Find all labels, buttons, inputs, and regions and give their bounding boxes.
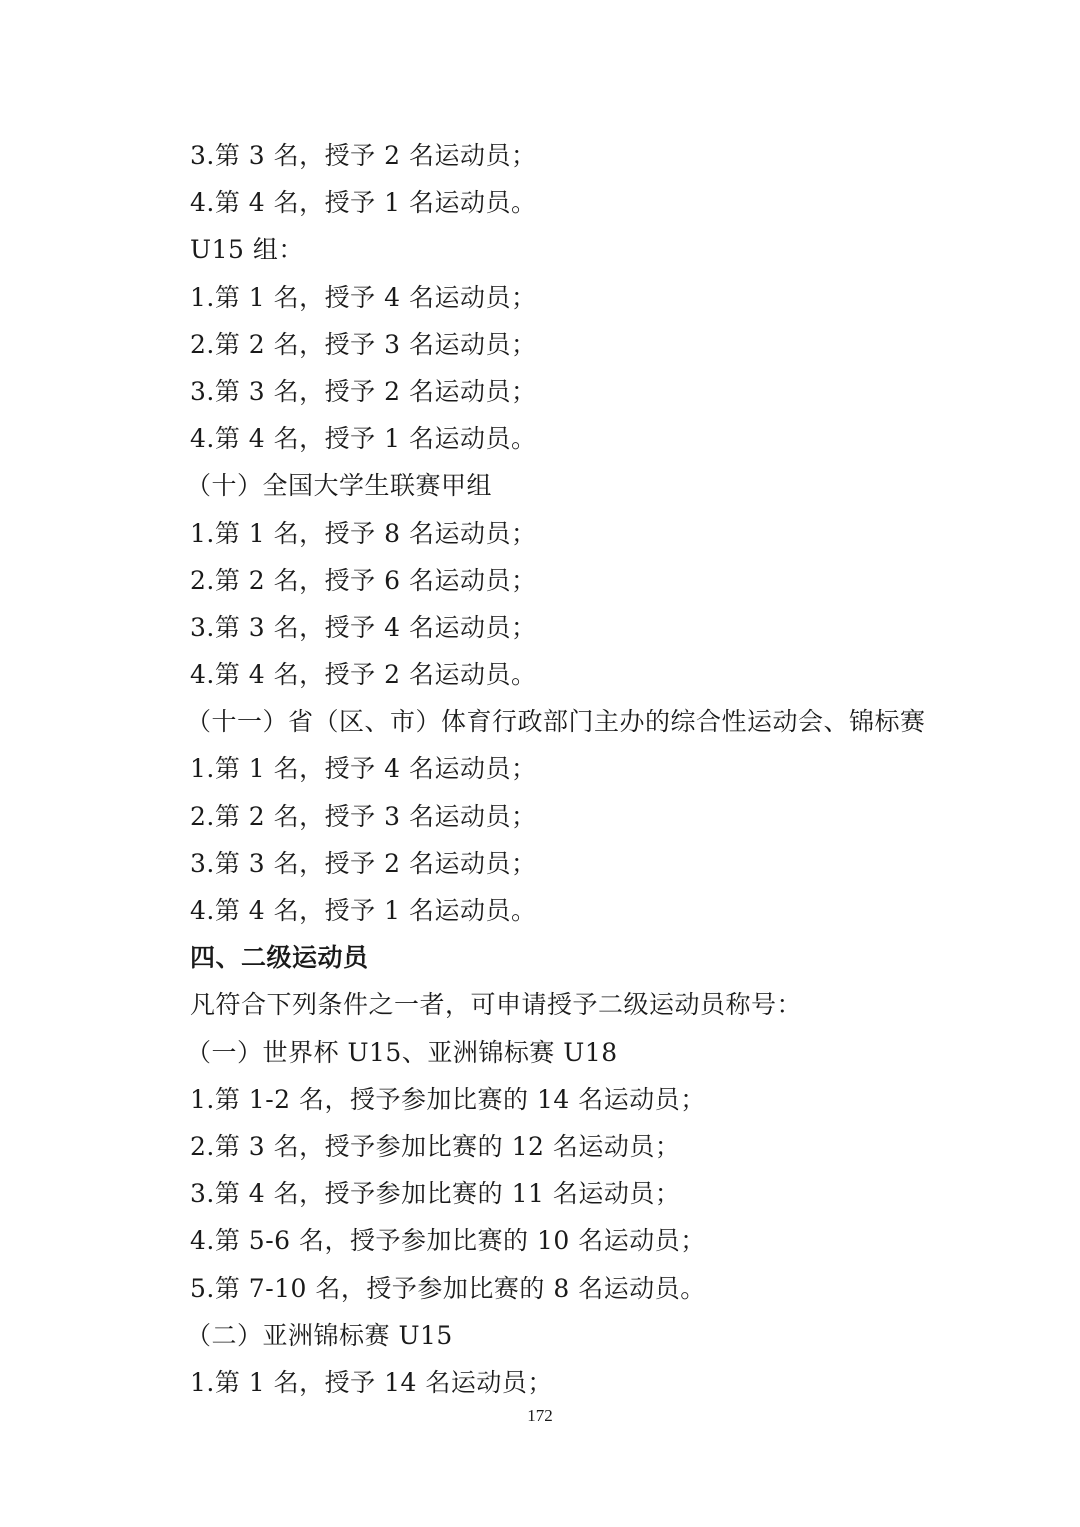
- list-item: 1.第 1 名，授予 8 名运动员；: [190, 518, 537, 548]
- list-item: 3.第 3 名，授予 4 名运动员；: [190, 612, 537, 642]
- list-item: 3.第 3 名，授予 2 名运动员；: [190, 376, 537, 406]
- section-heading: 四、二级运动员: [190, 943, 369, 973]
- list-item: 1.第 1-2 名，授予参加比赛的 14 名运动员；: [190, 1084, 706, 1114]
- list-item: 2.第 2 名，授予 3 名运动员；: [190, 329, 537, 359]
- list-item: 1.第 1 名，授予 4 名运动员；: [190, 282, 537, 312]
- list-item: 4.第 4 名，授予 1 名运动员。: [190, 188, 537, 218]
- list-item: 3.第 4 名，授予参加比赛的 11 名运动员；: [190, 1179, 681, 1209]
- list-item: 2.第 3 名，授予参加比赛的 12 名运动员；: [190, 1131, 681, 1161]
- list-item: 5.第 7-10 名，授予参加比赛的 8 名运动员。: [190, 1273, 706, 1303]
- list-item: 3.第 3 名，授予 2 名运动员；: [190, 141, 537, 170]
- list-item: 4.第 4 名，授予 1 名运动员。: [190, 424, 537, 454]
- list-item: 2.第 2 名，授予 3 名运动员；: [190, 801, 537, 831]
- paragraph: 凡符合下列条件之一者，可申请授予二级运动员称号：: [190, 990, 803, 1020]
- section-subheading: （十一）省（区、市）体育行政部门主办的综合性运动会、锦标赛: [186, 707, 926, 737]
- group-label: U15 组：: [190, 235, 304, 265]
- section-subheading: （一）世界杯 U15、亚洲锦标赛 U18: [186, 1037, 618, 1067]
- list-item: 1.第 1 名，授予 4 名运动员；: [190, 754, 537, 784]
- document-body: [186, 132, 1040, 1406]
- list-item: 3.第 3 名，授予 2 名运动员；: [190, 848, 537, 878]
- list-item: 2.第 2 名，授予 6 名运动员；: [190, 565, 537, 595]
- section-subheading: （二）亚洲锦标赛 U15: [186, 1320, 453, 1350]
- page-number: 172: [527, 1406, 553, 1425]
- list-item: 4.第 5-6 名，授予参加比赛的 10 名运动员；: [190, 1226, 706, 1256]
- section-subheading: （十）全国大学生联赛甲组: [186, 471, 493, 501]
- list-item: 4.第 4 名，授予 2 名运动员。: [190, 660, 537, 690]
- list-item: 1.第 1 名，授予 14 名运动员；: [190, 1367, 553, 1397]
- list-item: 4.第 4 名，授予 1 名运动员。: [190, 896, 537, 925]
